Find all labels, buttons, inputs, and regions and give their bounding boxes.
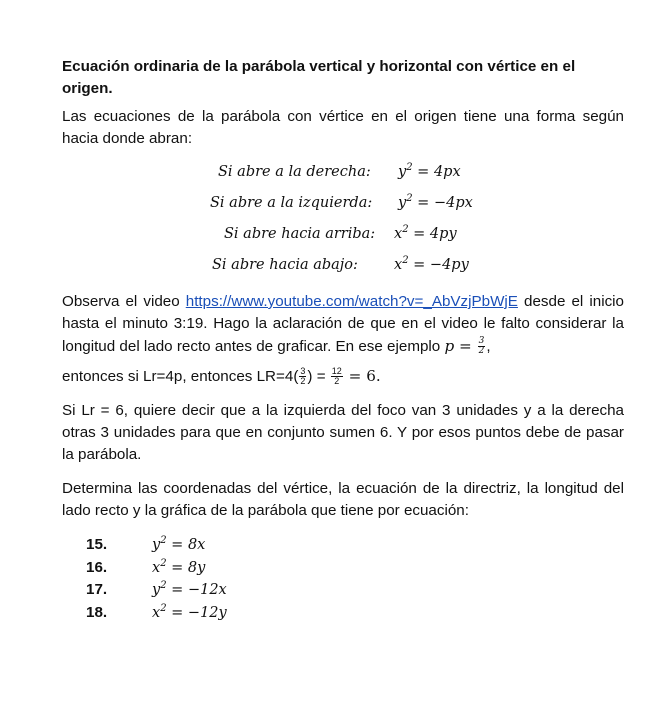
equation-row	[62, 219, 624, 250]
observe-paragraph: Observa el video https://www.youtube.com/watch?v=_AbVzjPbWjE desde el inicio hasta el minuto 3:19. Hago la aclaración de que en el video le falto considerar la longitud del lado recto antes de graficar. En ese ejemplo p = $\frac{3}{2}$ ,	[62, 293, 624, 357]
equation-label: Si abre a la derecha:	[218, 164, 371, 180]
exercise-number: 17.	[86, 581, 108, 598]
equation: $x^2 = 4py$	[394, 224, 457, 242]
exercise-item	[62, 534, 624, 557]
lr-paragraph: Si Lr = 6, quiere decir que a la izquierda del foco van 3 unidades y a la derecha otras 3 unidades para que en conjunto sumen 6. Y por esos puntos debe de pasar la parábola.	[62, 402, 624, 463]
exercise-equation: $x^2 = -12y$	[152, 602, 227, 621]
equation-label: Si abre hacia abajo:	[212, 257, 358, 273]
exercise-item	[62, 557, 624, 580]
equation-row	[62, 188, 624, 219]
exercise-equation: $y^2 = -12x$	[152, 580, 227, 598]
exercise-item	[62, 579, 624, 602]
equation: $x^2 = -4py$	[394, 255, 469, 273]
document-page	[62, 56, 624, 624]
fraction: $\frac{3}{2}$	[478, 336, 485, 357]
instructions-paragraph: Determina las coordenadas del vértice, la ecuación de la directriz, la longitud del lado recto y la gráfica de la parábola que tiene por ecuación:	[62, 480, 624, 519]
equation-row	[62, 157, 624, 188]
equation: $y^2 = -4px$	[398, 193, 473, 211]
section-title: Ecuación ordinaria de la parábola vertical y horizontal con vértice en el origen.	[62, 58, 576, 97]
exercise-list	[62, 534, 624, 624]
equation-row	[62, 250, 624, 281]
equation-label: Si abre a la izquierda:	[210, 195, 373, 211]
exercise-equation: $y^2 = 8x$	[152, 535, 206, 553]
entonces-line: entonces si Lr=4p, entonces LR=4( $\frac{3}{2}$ ) = $\frac{12}{2}$ = 6.	[62, 366, 381, 387]
exercise-equation: $x^2 = 8y$	[152, 557, 206, 576]
exercise-number: 16.	[86, 558, 108, 576]
exercise-number: 15.	[86, 536, 108, 553]
exercise-number: 18.	[86, 603, 108, 621]
equation-label: Si abre hacia arriba:	[224, 226, 376, 242]
equation-table	[62, 157, 624, 281]
video-link[interactable]: https://www.youtube.com/watch?v=_AbVzjPbWjE	[185, 293, 518, 310]
intro-paragraph: Las ecuaciones de la parábola con vértice en el origen tiene una forma según hacia donde abran:	[62, 108, 624, 147]
equation: $y^2 = 4px$	[398, 162, 461, 180]
fraction: $\frac{3}{2}$	[300, 366, 306, 387]
fraction: $\frac{12}{2}$	[331, 366, 342, 387]
exercise-item	[62, 602, 624, 625]
